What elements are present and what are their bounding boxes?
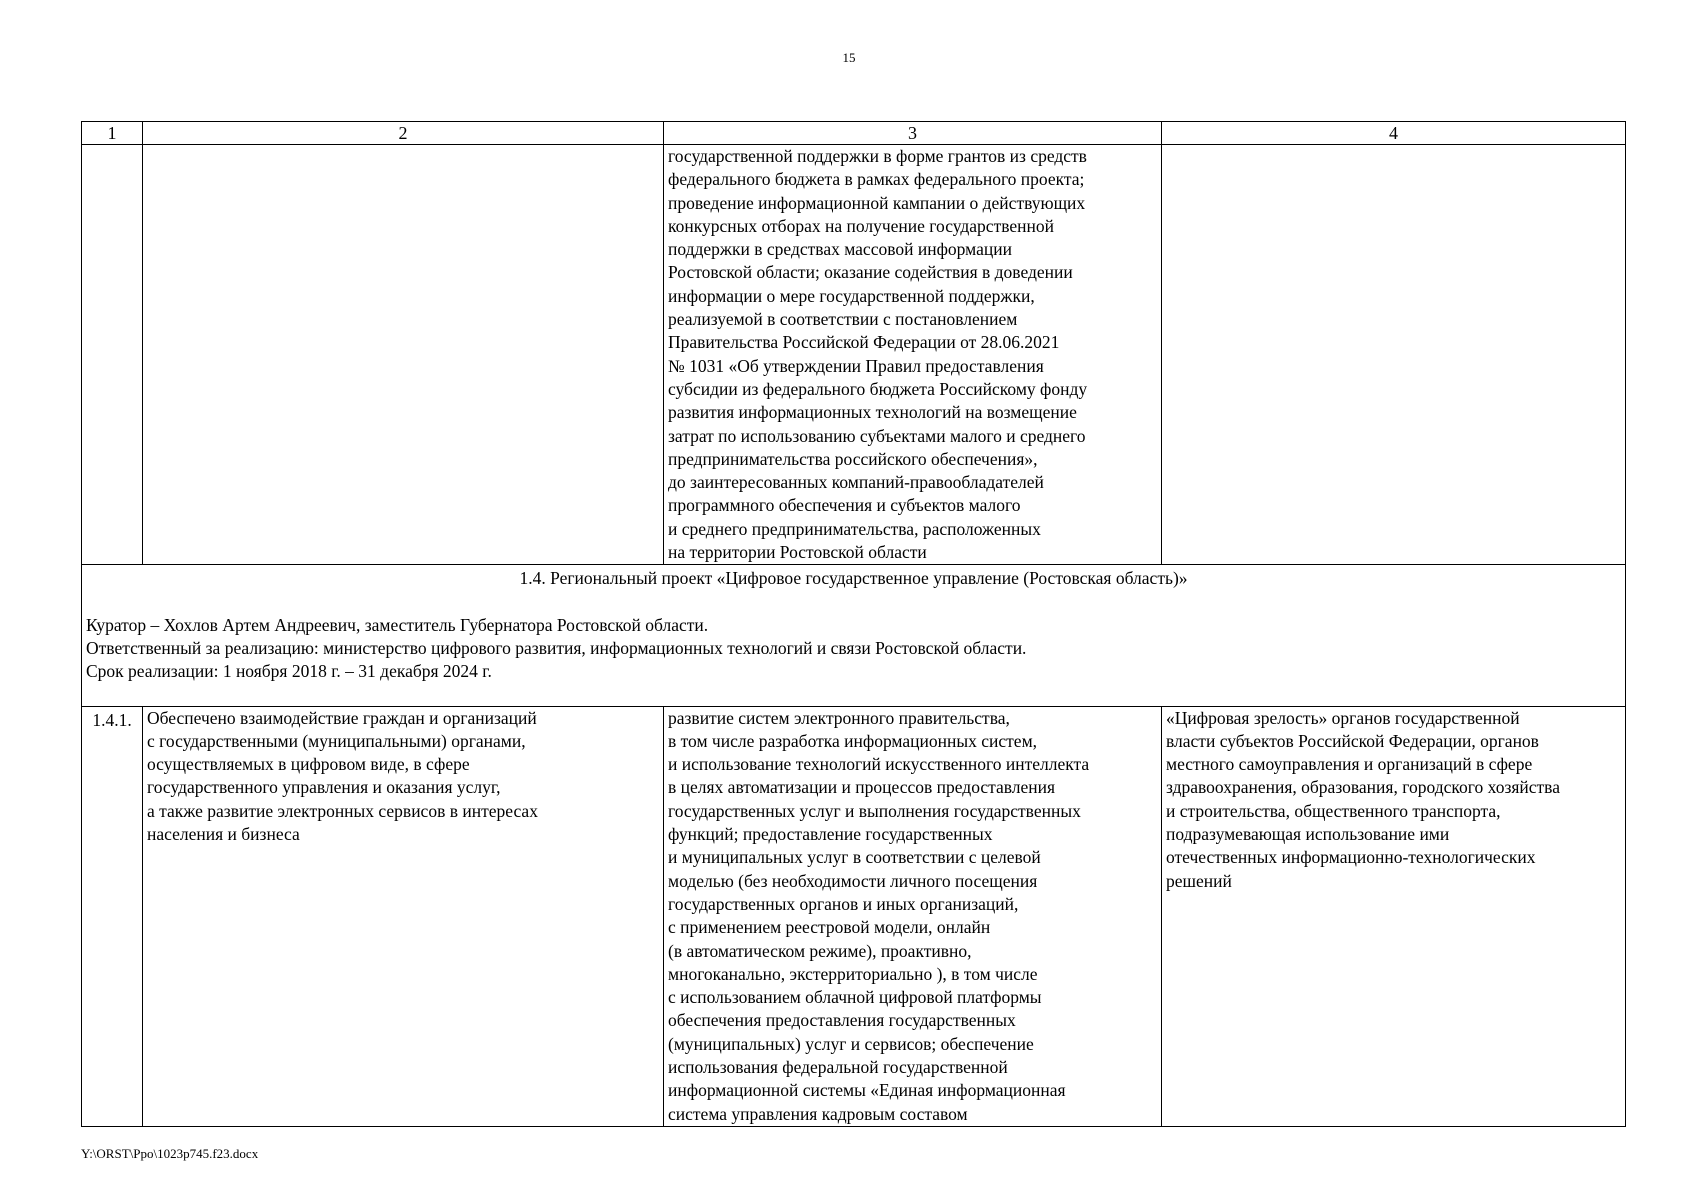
- text-line: развитие систем электронного правительства,: [668, 707, 1010, 728]
- text-line: местного самоуправления и организаций в сфере: [1166, 754, 1533, 775]
- section-responsible: Ответственный за реализацию: министерство цифрового развития, информационных технологий и связи Ростовской области.: [86, 637, 1027, 658]
- text-line: моделью (без необходимости личного посещения: [668, 870, 1038, 891]
- text-line: осуществляемых в цифровом виде, в сфере: [147, 754, 470, 775]
- cont-col-4: [1162, 145, 1626, 565]
- table-row-1-4-1: [82, 706, 1626, 1126]
- text-line: государственного управления и оказания услуг,: [147, 777, 501, 798]
- text-line: на территории Ростовской области: [668, 542, 927, 563]
- text-line: информационной системы «Единая информационная: [668, 1080, 1066, 1101]
- text-line: система управления кадровым составом: [668, 1103, 968, 1124]
- text-line: Ростовской области; оказание содействия в доведении: [668, 262, 1073, 283]
- text-line: проведение информационной кампании о действующих: [668, 192, 1086, 213]
- table-header-row: [82, 122, 1626, 145]
- header-col-3: 3: [664, 122, 1162, 145]
- page-number: 15: [842, 50, 856, 65]
- text-line: в том числе разработка информационных систем,: [668, 730, 1038, 751]
- cont-col-3-text: [664, 145, 1162, 565]
- text-line: развития информационных технологий на возмещение: [668, 402, 1077, 423]
- text-line: государственных органов и иных организаций,: [668, 893, 1019, 914]
- header-col-1: 1: [82, 122, 143, 145]
- text-line: субсидии из федерального бюджета Российскому фонду: [668, 378, 1088, 399]
- main-table: [81, 121, 1626, 1127]
- section-cell: [82, 565, 1626, 706]
- cont-col-2: [143, 145, 664, 565]
- cont-col-1: [82, 145, 143, 565]
- text-line: отечественных информационно-технологических: [1166, 847, 1536, 868]
- text-line: (в автоматическом режиме), проактивно,: [668, 940, 972, 961]
- text-line: власти субъектов Российской Федерации, органов: [1166, 730, 1539, 751]
- text-line: затрат по использованию субъектами малого и среднего: [668, 425, 1086, 446]
- text-line: предпринимательства российского обеспечения»,: [668, 448, 1038, 469]
- section-row: [82, 565, 1626, 706]
- row-141-col-4-text: [1162, 706, 1626, 1126]
- text-line: в целях автоматизации и процессов предоставления: [668, 777, 1056, 798]
- row-number: 1.4.1.: [82, 706, 143, 1126]
- text-line: решений: [1166, 870, 1232, 891]
- text-line: и использование технологий искусственного интеллекта: [668, 754, 1090, 775]
- text-line: Обеспечено взаимодействие граждан и организаций: [147, 707, 537, 728]
- text-line: использования федеральной государственной: [668, 1056, 1008, 1077]
- text-line: и муниципальных услуг в соответствии с целевой: [668, 847, 1041, 868]
- text-line: здравоохранения, образования, городского хозяйства: [1166, 777, 1560, 798]
- section-title: 1.4. Региональный проект «Цифровое государственное управление (Ростовская область)»: [519, 568, 1188, 589]
- text-line: с государственными (муниципальными) органами,: [147, 730, 526, 751]
- text-line: обеспечения предоставления государственных: [668, 1010, 1016, 1031]
- text-line: государственных услуг и выполнения государственных: [668, 800, 1081, 821]
- text-line: и строительства, общественного транспорта,: [1166, 800, 1501, 821]
- text-line: федерального бюджета в рамках федерального проекта;: [668, 169, 1085, 190]
- header-col-2: 2: [143, 122, 664, 145]
- text-line: с применением реестровой модели, онлайн: [668, 917, 991, 938]
- row-141-col-3-text: [664, 706, 1162, 1126]
- row-141-col-2-text: [143, 706, 664, 1126]
- text-line: многоканально, экстерриториально ), в том числе: [668, 963, 1038, 984]
- table-row-continuation: [82, 145, 1626, 565]
- text-line: государственной поддержки в форме грантов из средств: [668, 146, 1087, 166]
- text-line: функций; предоставление государственных: [668, 824, 993, 845]
- text-line: № 1031 «Об утверждении Правил предоставления: [668, 355, 1044, 376]
- text-line: Правительства Российской Федерации от 28.06.2021: [668, 332, 1060, 353]
- text-line: информации о мере государственной поддержки,: [668, 285, 1035, 306]
- text-line: до заинтересованных компаний-правообладателей: [668, 472, 1044, 493]
- text-line: «Цифровая зрелость» органов государственной: [1166, 707, 1520, 728]
- text-line: реализуемой в соответствии с постановлением: [668, 309, 1018, 330]
- header-col-4: 4: [1162, 122, 1626, 145]
- text-line: подразумевающая использование ими: [1166, 824, 1450, 845]
- text-line: (муниципальных) услуг и сервисов; обеспечение: [668, 1033, 1034, 1054]
- section-period: Срок реализации: 1 ноября 2018 г. – 31 декабря 2024 г.: [86, 661, 492, 682]
- footer-file-path: Y:\ORST\Ppo\1023p745.f23.docx: [81, 1146, 259, 1161]
- text-line: поддержки в средствах массовой информации: [668, 239, 1012, 260]
- text-line: и среднего предпринимательства, расположенных: [668, 518, 1041, 539]
- section-curator: Куратор – Хохлов Артем Андреевич, заместитель Губернатора Ростовской области.: [86, 614, 709, 635]
- text-line: с использованием облачной цифровой платформы: [668, 987, 1042, 1008]
- text-line: конкурсных отборах на получение государственной: [668, 215, 1054, 236]
- text-line: программного обеспечения и субъектов малого: [668, 495, 1021, 516]
- text-line: населения и бизнеса: [147, 824, 300, 845]
- text-line: а также развитие электронных сервисов в интересах: [147, 800, 538, 821]
